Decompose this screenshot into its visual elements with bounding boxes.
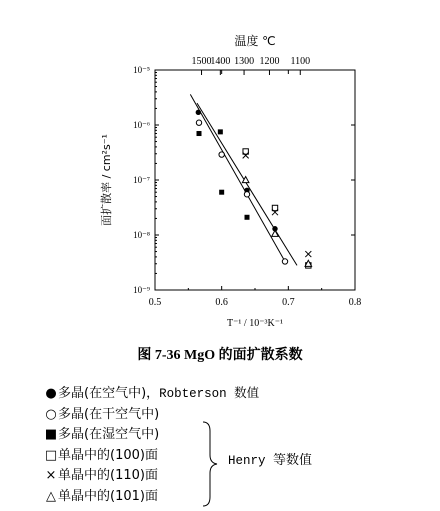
x-tick-label: 0.8 <box>348 297 362 308</box>
y-tick-label: 10⁻⁸ <box>133 230 150 240</box>
henry-name: Henry <box>228 454 274 468</box>
figure-caption: 图 7-36 MgO 的面扩散系数 <box>137 348 303 363</box>
open-square-icon: □ <box>44 447 58 463</box>
open-circle-point <box>244 192 249 197</box>
filled-square-point <box>219 190 224 195</box>
plot-frame <box>155 70 355 290</box>
legend-extra: Robterson 数值 <box>159 387 260 401</box>
open-circle-point <box>282 259 287 264</box>
y-tick-label: 10⁻⁹ <box>133 285 150 295</box>
top-tick-label: 1400 <box>210 56 231 67</box>
y-axis-title: 面扩散率 / cm²s⁻¹ <box>100 134 113 226</box>
top-tick-label: 1200 <box>259 56 280 67</box>
legend-label: 单晶中的(110)面 <box>58 468 158 483</box>
legend-label: 多晶(在干空气中) <box>58 406 160 422</box>
y-tick-label: 10⁻⁵ <box>133 65 150 75</box>
cross-icon: × <box>45 468 57 483</box>
data-points <box>196 110 312 268</box>
open-circle-point <box>219 152 224 157</box>
henry-suffix: 等数值 <box>273 453 313 468</box>
filled-square-point <box>197 131 202 136</box>
filled-square-point <box>245 215 250 220</box>
open-circle-icon: ○ <box>45 406 57 422</box>
legend-label: 单晶中的(100)面 <box>58 447 158 463</box>
brace-icon <box>200 421 220 507</box>
x-axis <box>149 70 362 308</box>
top-temperature-axis <box>192 56 311 75</box>
filled-square-point <box>218 129 223 134</box>
legend-item <box>44 384 384 405</box>
x-axis-title: T⁻¹ / 10⁻³K⁻¹ <box>227 318 283 329</box>
open-triangle-icon: △ <box>46 488 56 504</box>
x-tick-label: 0.7 <box>282 297 295 308</box>
legend-label: 多晶(在空气中)， <box>58 386 160 401</box>
filled-square-icon: ■ <box>44 427 58 442</box>
open-circle-point <box>196 120 201 125</box>
fit-line <box>197 103 297 265</box>
fit-line <box>190 94 285 261</box>
top-tick-label: 1500 <box>191 56 212 67</box>
x-tick-label: 0.5 <box>148 297 162 308</box>
y-tick-label: 10⁻⁶ <box>133 120 150 130</box>
top-tick-label: 1100 <box>290 56 311 67</box>
x-tick-label: 0.6 <box>215 297 228 308</box>
henry-label <box>228 449 312 468</box>
filled-circle-icon: ● <box>45 386 57 401</box>
top-tick-label: 1300 <box>234 56 255 67</box>
legend-label: 单晶中的(101)面 <box>58 488 158 504</box>
top-axis-title: 温度 ℃ <box>234 34 276 48</box>
legend-label: 多晶(在湿空气中) <box>58 427 160 442</box>
cross-point <box>305 251 311 257</box>
filled-circle-point <box>196 110 201 115</box>
y-tick-label: 10⁻⁷ <box>133 175 150 185</box>
